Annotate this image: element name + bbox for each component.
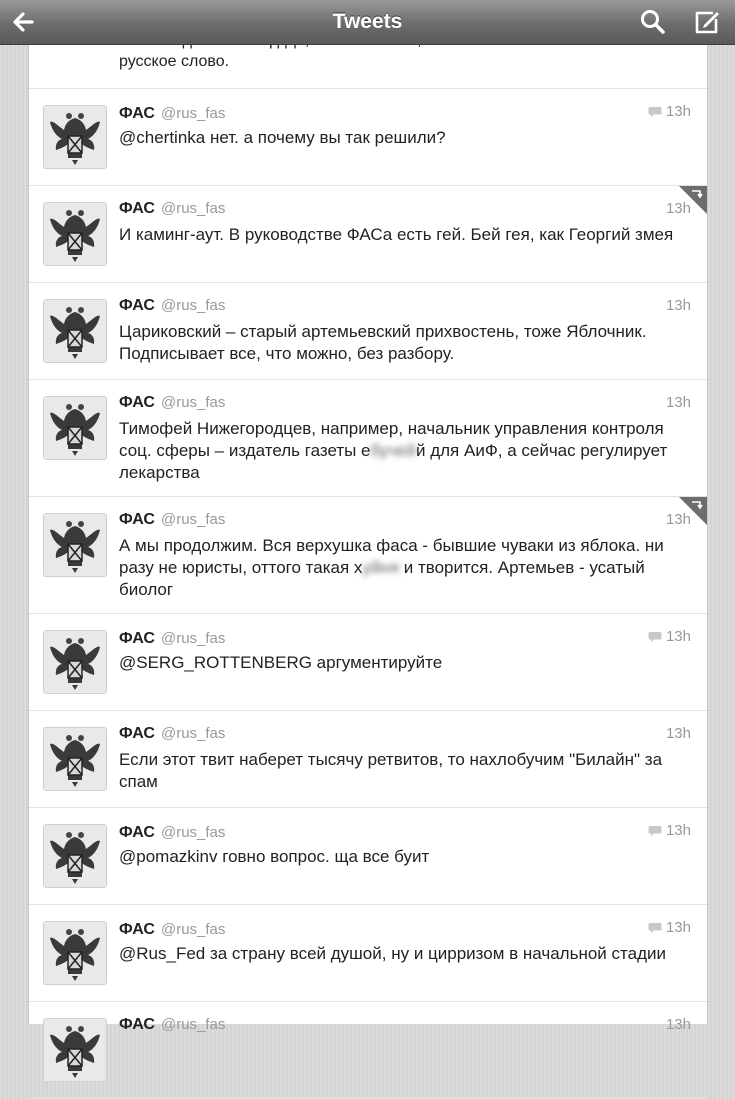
eagle-emblem-icon [44,397,106,459]
tweet-header [119,1016,691,1036]
tweet-text-segment: @pomazkinv говно вопрос. ща все буит [119,847,430,866]
avatar[interactable] [43,1018,107,1082]
avatar[interactable] [43,299,107,363]
tweet-text-segment: й для АиФ, а сейчас регулирует лекарства [119,441,668,482]
retweet-corner-icon [679,497,707,525]
tweet-meta [648,103,691,120]
tweet-text-segment: А мы продолжим. Вся верхушка фаса - бывшие чуваки из яблока. ни разу не юристы, оттого такая х [119,536,664,577]
tweet-header [119,822,691,842]
avatar[interactable] [43,202,107,266]
user-name[interactable]: ФАС [119,1016,155,1033]
avatar[interactable] [43,824,107,888]
tweet-header [119,628,691,648]
eagle-emblem-icon [44,1019,106,1081]
user-handle[interactable]: @rus_fas [160,511,226,528]
avatar[interactable] [43,727,107,791]
user-name[interactable]: ФАС [119,104,155,122]
user-handle[interactable]: @rus_fas [160,823,226,841]
tweet-text-segment: @SERG_ROTTENBERG аргументируйте [119,653,443,672]
tweet-text-segment: @Rus_Fed за страну всей душой, ну и цирризом в начальной стадии [119,944,666,963]
avatar[interactable] [43,630,107,694]
censored-word: бучей [370,441,416,460]
tweet-header [119,394,691,414]
tweet-row[interactable] [29,283,707,380]
tweet-row[interactable] [29,380,707,497]
user-handle[interactable]: @rus_fas [160,104,226,122]
user-name[interactable]: ФАС [119,823,155,841]
tweet-row[interactable] [29,497,707,614]
timestamp: 13h [665,511,691,528]
conversation-icon [648,631,662,643]
user-handle[interactable]: @rus_fas [160,297,226,314]
timestamp: 13h [665,822,691,839]
user-handle[interactable]: @rus_fas [160,725,226,742]
user-name[interactable]: ФАС [119,629,155,647]
censored-word: уйня [362,558,400,577]
user-handle[interactable]: @rus_fas [160,394,226,411]
back-arrow-icon[interactable] [8,7,38,37]
eagle-emblem-icon [44,728,106,790]
user-name[interactable]: ФАС [119,200,155,217]
tweet-text-segment: Если этот твит наберет тысячу ретвитов, то нахлобучим "Билайн" за спам [119,750,663,791]
navigation-bar [0,0,735,45]
conversation-icon [648,922,662,934]
tweet-meta [666,1016,691,1033]
tweet-row[interactable] [29,89,707,186]
tweet-row[interactable] [29,808,707,905]
retweet-corner-icon [679,186,707,214]
tweet-header [119,919,691,939]
tweet-text [119,418,691,484]
eagle-emblem-icon [44,300,106,362]
timestamp: 13h [665,394,691,411]
tweet-header [119,103,691,123]
tweet-header [119,725,691,745]
user-handle[interactable]: @rus_fas [160,629,226,647]
tweet-meta [666,297,691,314]
tweet-row[interactable] [29,186,707,283]
user-name[interactable]: ФАС [119,297,155,314]
eagle-emblem-icon [44,631,106,693]
tweet-header [119,297,691,317]
eagle-emblem-icon [44,514,106,576]
timestamp: 13h [665,103,691,120]
user-name[interactable]: ФАС [119,394,155,411]
tweet-text [119,321,691,365]
tweet-text-segment: @chertinka нет. а почему вы так решили? [119,128,446,147]
tweet-text-segment: Тимофей Нижегородцев, например, начальник управления контроля соц. сферы – издатель газеты е [119,419,664,460]
tweet-text: русское слово. [119,53,230,70]
search-icon[interactable] [638,7,668,37]
avatar[interactable] [43,396,107,460]
tweet-row[interactable] [29,1002,707,1099]
timestamp: 13h [665,725,691,742]
compose-icon[interactable] [692,7,722,37]
timestamp: 13h [665,297,691,314]
tweet-text [119,652,691,674]
tweet-text [119,224,691,246]
conversation-icon [648,825,662,837]
avatar[interactable] [43,513,107,577]
tweet-meta [666,394,691,411]
tweet-meta [648,822,691,839]
conversation-icon [648,106,662,118]
avatar[interactable] [43,105,107,169]
user-name[interactable]: ФАС [119,725,155,742]
user-handle[interactable]: @rus_fas [160,1016,226,1033]
user-name[interactable]: ФАС [119,920,155,938]
tweet-row[interactable] [29,711,707,808]
tweet-header [119,511,691,531]
user-handle[interactable]: @rus_fas [160,200,226,217]
avatar[interactable] [43,921,107,985]
eagle-emblem-icon [44,922,106,984]
timestamp: 13h [665,628,691,645]
tweet-text-segment: И каминг-аут. В руководстве ФАСа есть гей. Бей гея, как Георгий змея [119,225,674,244]
tweet-text-segment: Цариковский – старый артемьевский прихвостень, тоже Яблочник. Подписывает все, что можно, без разбору. [119,322,647,363]
timestamp: 13h [665,919,691,936]
tweet-row[interactable] [29,905,707,1002]
tweet-meta [648,628,691,645]
user-name[interactable]: ФАС [119,511,155,528]
tweet-timeline[interactable] [28,0,708,1033]
tweet-header [119,200,691,220]
tweet-text-segment: и творится. Артемьев - усатый биолог [119,558,645,599]
tweet-text [119,535,691,601]
tweet-row[interactable] [29,614,707,711]
tweet-text [119,846,691,868]
eagle-emblem-icon [44,825,106,887]
tweet-text [119,943,691,965]
eagle-emblem-icon [44,106,106,168]
page-title: Tweets [332,10,403,33]
timestamp: 13h [665,1016,691,1033]
tweet-meta [648,919,691,936]
timestamp: 13h [665,200,691,217]
tweet-meta [666,725,691,742]
user-handle[interactable]: @rus_fas [160,920,226,938]
tweet-text [119,749,691,793]
eagle-emblem-icon [44,203,106,265]
tweet-text [119,127,691,149]
